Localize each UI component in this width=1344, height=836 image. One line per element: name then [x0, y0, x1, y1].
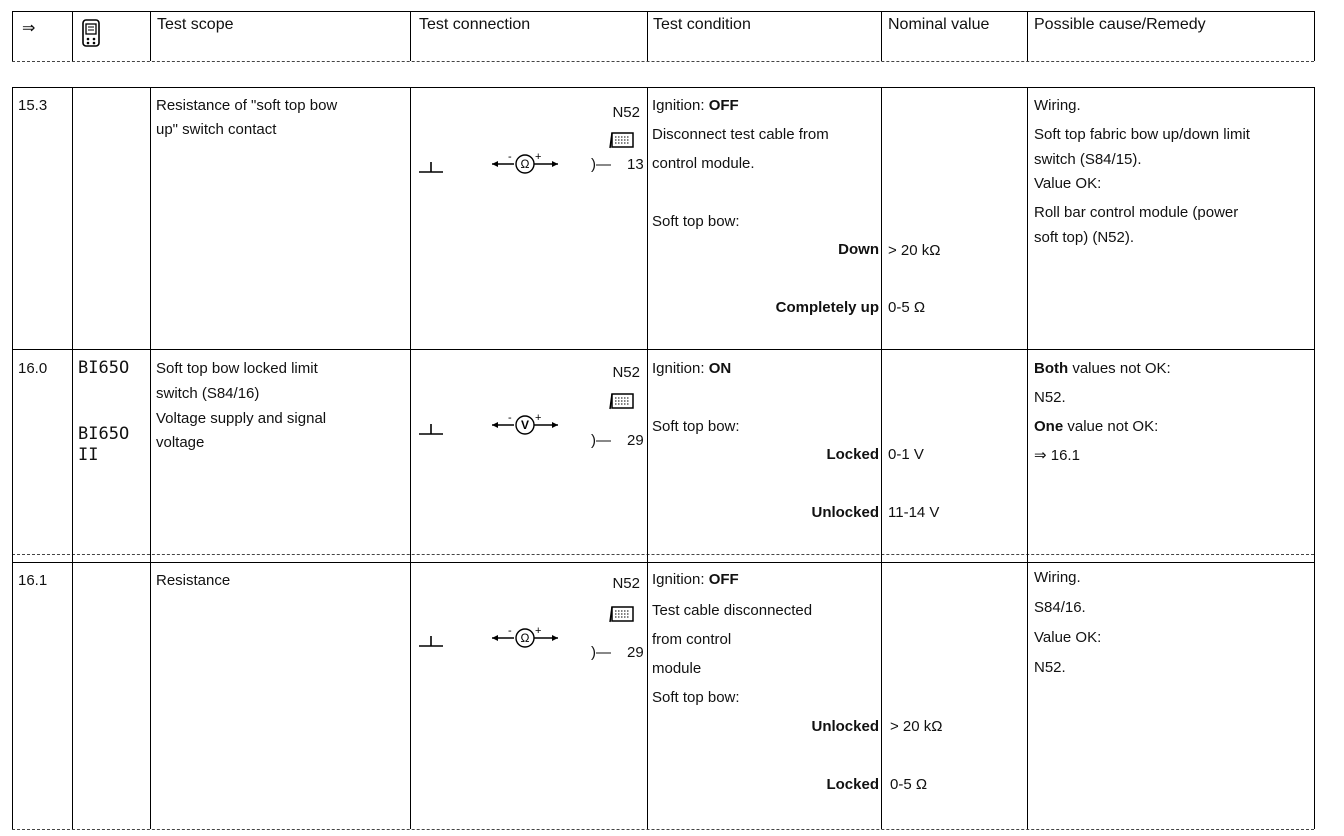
header-divider [12, 11, 13, 61]
header-divider [647, 11, 648, 61]
svg-text:-: - [508, 151, 512, 163]
svg-text:+: + [535, 412, 542, 424]
test-scope-line: voltage [156, 434, 205, 451]
header-possible-cause: Possible cause/Remedy [1034, 16, 1206, 33]
connector-label: N52 [612, 104, 640, 121]
tester-display-code: BI65O [78, 424, 130, 444]
ground-symbol-icon [417, 634, 445, 650]
test-scope-line: Resistance [156, 572, 231, 589]
control-module-connector-icon [609, 131, 635, 151]
column-divider [1027, 87, 1028, 829]
nominal-value: 0-5 Ω [888, 299, 926, 316]
column-divider [1314, 87, 1315, 829]
column-divider [410, 87, 411, 829]
row-border [12, 349, 1314, 350]
step-number: 16.1 [18, 572, 48, 589]
cause-line: One value not OK: [1034, 418, 1159, 435]
header-divider [1027, 11, 1028, 61]
cause-line: Wiring. [1034, 97, 1081, 114]
condition-line: Test cable disconnected [652, 602, 813, 619]
condition-state: Unlocked [811, 718, 879, 735]
row-border [12, 87, 1314, 88]
column-divider [647, 87, 648, 829]
handheld-tester-icon [80, 18, 102, 48]
header-divider [72, 11, 73, 61]
svg-text:-: - [508, 412, 512, 424]
connector-label: N52 [612, 364, 640, 381]
column-divider [72, 87, 73, 829]
connector-label: N52 [612, 575, 640, 592]
row-border [12, 554, 1314, 555]
row-border [12, 829, 1314, 830]
cause-line: switch (S84/15). [1034, 151, 1142, 168]
svg-text:+: + [535, 151, 542, 163]
ohmmeter-symbol-icon [490, 625, 560, 649]
condition-state: Down [838, 241, 879, 258]
header-top-border [12, 11, 1314, 12]
test-scope-line: Resistance of "soft top bow [156, 97, 338, 114]
nominal-value: > 20 kΩ [888, 242, 941, 259]
header-divider [1314, 11, 1315, 61]
svg-text:+: + [535, 625, 542, 637]
condition-state: Unlocked [811, 504, 879, 521]
condition-subject: Soft top bow: [652, 418, 740, 435]
ignition-condition: Ignition: OFF [652, 97, 739, 114]
row-border [12, 562, 1314, 563]
tester-display-code: BI65O [78, 358, 130, 378]
column-divider [881, 87, 882, 829]
ignition-condition: Ignition: OFF [652, 571, 739, 588]
header-divider [410, 11, 411, 61]
pin-lead-icon: )— [591, 156, 611, 173]
test-scope-line: Soft top bow locked limit [156, 360, 318, 377]
condition-state: Completely up [775, 299, 879, 316]
cause-line: Value OK: [1034, 175, 1102, 192]
cause-line: ⇒ 16.1 [1034, 447, 1080, 464]
voltmeter-symbol-icon [490, 412, 560, 436]
condition-state: Locked [826, 446, 879, 463]
pin-number: 29 [627, 432, 644, 449]
nominal-value: 0-1 V [888, 446, 924, 463]
pin-lead-icon: )— [591, 644, 611, 661]
header-nominal-value: Nominal value [888, 16, 990, 33]
meter-symbol: Ω [520, 631, 530, 645]
header-test-scope: Test scope [157, 16, 234, 33]
ignition-condition: Ignition: ON [652, 360, 732, 377]
step-number: 15.3 [18, 97, 48, 114]
nominal-value: > 20 kΩ [890, 718, 943, 735]
nominal-value: 0-5 Ω [890, 776, 928, 793]
test-scope-line: up" switch contact [156, 121, 277, 138]
cause-line: N52. [1034, 659, 1066, 676]
control-module-connector-icon [609, 392, 635, 412]
condition-line: Disconnect test cable from [652, 126, 829, 143]
cause-line: Wiring. [1034, 569, 1081, 586]
cause-line: Roll bar control module (power [1034, 204, 1239, 221]
pin-number: 13 [627, 156, 644, 173]
cause-line: Soft top fabric bow up/down limit [1034, 126, 1250, 143]
ground-symbol-icon [417, 160, 445, 176]
header-bottom-border [12, 61, 1314, 62]
column-divider [12, 87, 13, 829]
cause-line: Both values not OK: [1034, 360, 1171, 377]
svg-text:-: - [508, 625, 512, 637]
header-divider [881, 11, 882, 61]
pin-number: 29 [627, 644, 644, 661]
header-arrow: ⇒ [22, 20, 36, 37]
ohmmeter-symbol-icon [490, 151, 560, 175]
condition-line: module [652, 660, 702, 677]
pin-lead-icon: )— [591, 432, 611, 449]
step-number: 16.0 [18, 360, 48, 377]
condition-line: control module. [652, 155, 755, 172]
condition-subject: Soft top bow: [652, 213, 740, 230]
header-test-connection: Test connection [419, 16, 531, 33]
cause-line: Value OK: [1034, 629, 1102, 646]
cause-line: soft top) (N52). [1034, 229, 1135, 246]
nominal-value: 11-14 V [888, 504, 940, 521]
control-module-connector-icon [609, 605, 635, 625]
tester-display-code: II [78, 445, 99, 465]
condition-state: Locked [826, 776, 879, 793]
condition-subject: Soft top bow: [652, 689, 740, 706]
test-scope-line: switch (S84/16) [156, 385, 260, 402]
header-divider [150, 11, 151, 61]
header-test-condition: Test condition [653, 16, 751, 33]
meter-symbol: V [520, 418, 530, 432]
condition-line: from control [652, 631, 732, 648]
test-scope-line: Voltage supply and signal [156, 410, 327, 427]
cause-line: N52. [1034, 389, 1066, 406]
ground-symbol-icon [417, 422, 445, 438]
meter-symbol: Ω [520, 157, 530, 171]
column-divider [150, 87, 151, 829]
cause-line: S84/16. [1034, 599, 1086, 616]
